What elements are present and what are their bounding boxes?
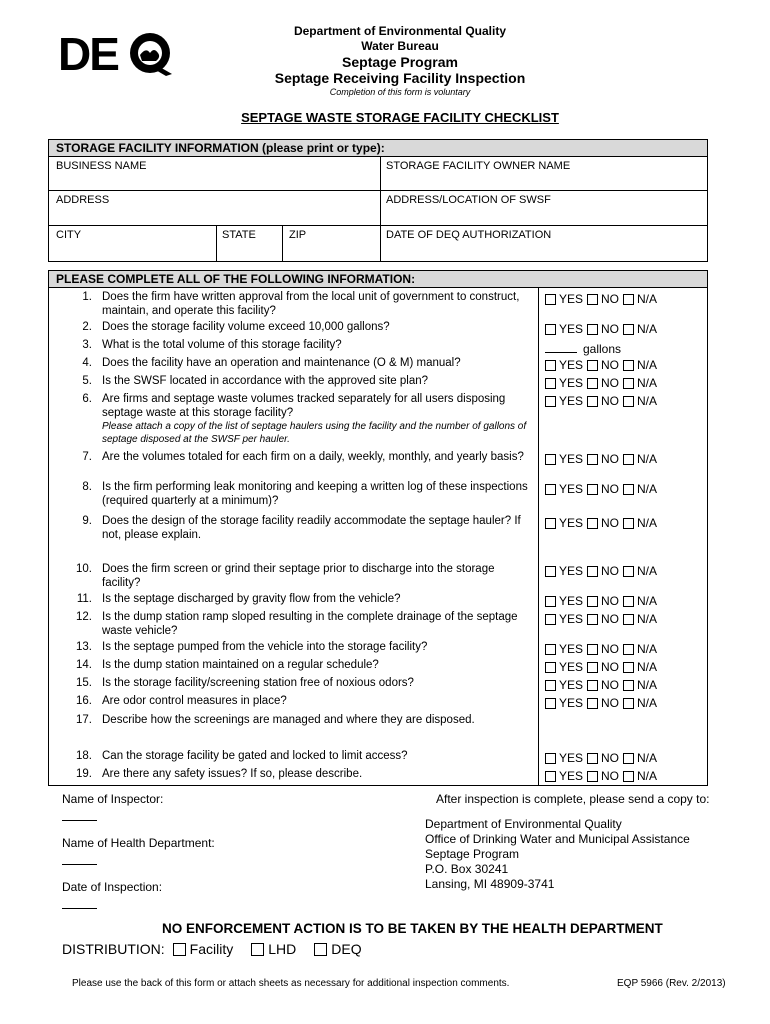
storage-info-heading: STORAGE FACILITY INFORMATION (please print or type): (56, 141, 385, 155)
checkbox-no[interactable] (587, 680, 598, 691)
answer-15: YES NO N/A (545, 678, 661, 692)
checkbox-yes[interactable] (545, 294, 556, 305)
header-form-title: Septage Receiving Facility Inspection (274, 70, 526, 86)
answer-18: YES NO N/A (545, 751, 661, 765)
checkbox-no[interactable] (587, 518, 598, 529)
answer-4: YES NO N/A (545, 358, 661, 372)
checkbox-no[interactable] (587, 753, 598, 764)
inspection-date-blank[interactable] (62, 908, 97, 909)
checkbox-yes[interactable] (545, 484, 556, 495)
answer-11: YES NO N/A (545, 594, 661, 608)
checkbox-no[interactable] (587, 644, 598, 655)
checkbox-no[interactable] (587, 698, 598, 709)
checkbox-no[interactable] (587, 771, 598, 782)
checkbox-yes[interactable] (545, 324, 556, 335)
answer-7: YES NO N/A (545, 452, 661, 466)
checkbox-yes[interactable] (545, 644, 556, 655)
health-department-label: Name of Health Department: (62, 836, 215, 850)
answer-16: YES NO N/A (545, 696, 661, 710)
checkbox-no[interactable] (587, 378, 598, 389)
answer-6: YES NO N/A (545, 394, 661, 408)
answer-3-gallons[interactable]: gallons (545, 341, 621, 356)
checkbox-no[interactable] (587, 566, 598, 577)
gallons-blank[interactable] (545, 341, 577, 353)
checkbox-na[interactable] (623, 644, 634, 655)
answer-1: YES NO N/A (545, 292, 661, 306)
zip-field[interactable]: ZIP (289, 229, 307, 241)
answer-2: YES NO N/A (545, 322, 661, 336)
checkbox-no[interactable] (587, 294, 598, 305)
header-program: Septage Program (342, 54, 458, 70)
checkbox-na[interactable] (623, 614, 634, 625)
no-enforcement-notice: NO ENFORCEMENT ACTION IS TO BE TAKEN BY THE HEALTH DEPARTMENT (162, 921, 663, 936)
answer-12: YES NO N/A (545, 612, 661, 626)
storage-info-table (48, 139, 708, 262)
checkbox-yes[interactable] (545, 771, 556, 782)
checkbox-lhd[interactable] (251, 943, 264, 956)
header-bureau: Water Bureau (361, 39, 439, 53)
answer-13: YES NO N/A (545, 642, 661, 656)
checklist-title: SEPTAGE WASTE STORAGE FACILITY CHECKLIST (241, 110, 559, 125)
answer-14: YES NO N/A (545, 660, 661, 674)
address-field[interactable]: ADDRESS (56, 194, 110, 206)
owner-name-field[interactable]: STORAGE FACILITY OWNER NAME (386, 160, 571, 172)
business-name-field[interactable]: BUSINESS NAME (56, 160, 147, 172)
checkbox-na[interactable] (623, 454, 634, 465)
checkbox-yes[interactable] (545, 566, 556, 577)
footer-note: Please use the back of this form or attach sheets as necessary for additional inspection comments. (72, 978, 510, 989)
checkbox-yes[interactable] (545, 360, 556, 371)
checkbox-yes[interactable] (545, 518, 556, 529)
checkbox-yes[interactable] (545, 698, 556, 709)
checkbox-na[interactable] (623, 596, 634, 607)
deq-logo (58, 26, 176, 76)
answer-9: YES NO N/A (545, 516, 661, 530)
checkbox-no[interactable] (587, 596, 598, 607)
header-department: Department of Environmental Quality (293, 24, 507, 38)
state-field[interactable]: STATE (222, 229, 256, 241)
checkbox-yes[interactable] (545, 753, 556, 764)
answer-8: YES NO N/A (545, 482, 661, 496)
svg-text:DE: DE (58, 28, 118, 76)
checkbox-na[interactable] (623, 324, 634, 335)
questions-heading: PLEASE COMPLETE ALL OF THE FOLLOWING INFORMATION: (56, 272, 416, 286)
checkbox-na[interactable] (623, 771, 634, 782)
checkbox-deq[interactable] (314, 943, 327, 956)
checkbox-yes[interactable] (545, 378, 556, 389)
checkbox-no[interactable] (587, 614, 598, 625)
form-id: EQP 5966 (Rev. 2/2013) (617, 978, 726, 989)
checkbox-na[interactable] (623, 484, 634, 495)
checkbox-yes[interactable] (545, 680, 556, 691)
checkbox-na[interactable] (623, 753, 634, 764)
checkbox-yes[interactable] (545, 454, 556, 465)
checkbox-na[interactable] (623, 360, 634, 371)
swsf-location-field[interactable]: ADDRESS/LOCATION OF SWSF (386, 194, 551, 206)
checkbox-no[interactable] (587, 454, 598, 465)
distribution-row: DISTRIBUTION: Facility LHD DEQ (62, 941, 362, 957)
city-field[interactable]: CITY (56, 229, 82, 241)
checkbox-no[interactable] (587, 484, 598, 495)
deq-authorization-date-field[interactable]: DATE OF DEQ AUTHORIZATION (386, 229, 552, 241)
checkbox-na[interactable] (623, 396, 634, 407)
checkbox-na[interactable] (623, 294, 634, 305)
inspection-date-label: Date of Inspection: (62, 880, 163, 894)
checkbox-na[interactable] (623, 662, 634, 673)
answer-10: YES NO N/A (545, 564, 661, 578)
distribution-label: DISTRIBUTION: (62, 941, 165, 957)
checkbox-no[interactable] (587, 360, 598, 371)
checkbox-yes[interactable] (545, 662, 556, 673)
checkbox-na[interactable] (623, 378, 634, 389)
inspector-name-label: Name of Inspector: (62, 792, 164, 806)
question-6-note: Please attach a copy of the list of septage haulers using the facility and the number of gallons of septage disposed at the SWSF per hauler. (102, 421, 527, 445)
inspector-name-blank[interactable] (62, 820, 97, 821)
health-department-blank[interactable] (62, 864, 97, 865)
checkbox-na[interactable] (623, 518, 634, 529)
mailing-address: Department of Environmental Quality Office of Drinking Water and Municipal Assistance Septage Program P.O. Box 30241 Lansing, MI 48909-3741 (425, 817, 690, 891)
checkbox-no[interactable] (587, 324, 598, 335)
checkbox-facility[interactable] (173, 943, 186, 956)
checkbox-na[interactable] (623, 698, 634, 709)
answer-19: YES NO N/A (545, 769, 661, 783)
checkbox-no[interactable] (587, 396, 598, 407)
answer-5: YES NO N/A (545, 376, 661, 390)
checkbox-yes[interactable] (545, 396, 556, 407)
checkbox-na[interactable] (623, 566, 634, 577)
checkbox-no[interactable] (587, 662, 598, 673)
checkbox-na[interactable] (623, 680, 634, 691)
send-copy-heading: After inspection is complete, please send a copy to: (436, 792, 710, 806)
checkbox-yes[interactable] (545, 596, 556, 607)
checkbox-yes[interactable] (545, 614, 556, 625)
header-voluntary-note: Completion of this form is voluntary (329, 87, 471, 97)
